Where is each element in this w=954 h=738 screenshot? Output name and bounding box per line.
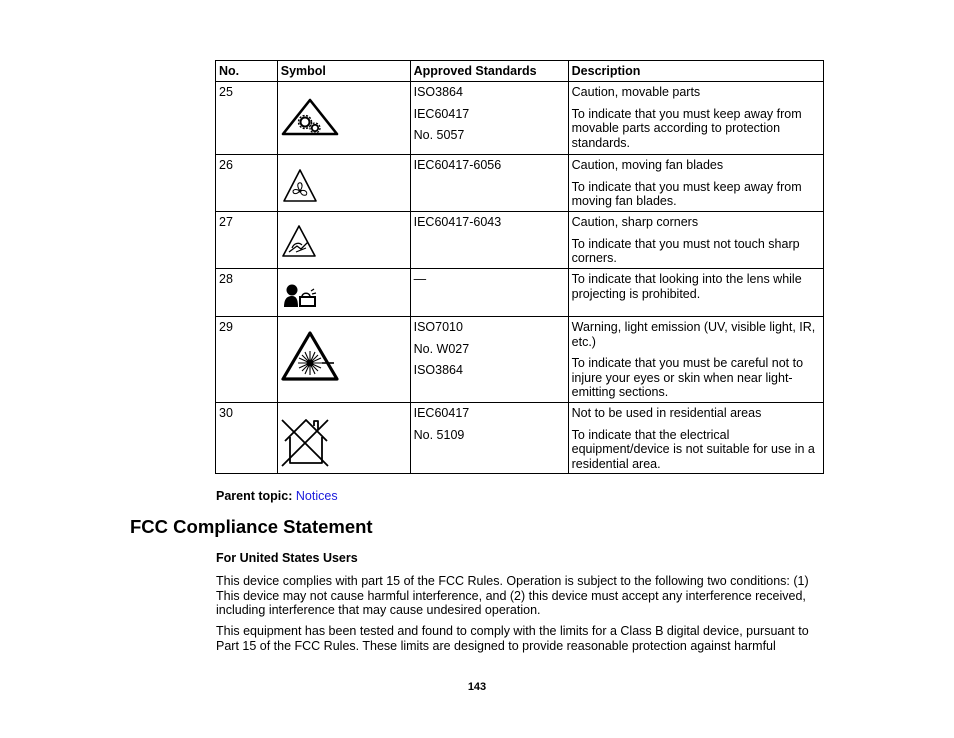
table-row — [216, 269, 824, 317]
standard-text: No. 5109 — [413, 427, 465, 442]
standard-text: IEC60417-6056 — [413, 158, 502, 172]
subsection-title: For United States Users — [216, 551, 358, 565]
table-row — [216, 212, 824, 269]
table-row — [216, 82, 824, 155]
standard-text: ISO3864 — [413, 363, 463, 377]
description-text: To indicate that you must keep away from moving fan blades. — [571, 179, 802, 208]
table-row — [216, 403, 824, 474]
table-row — [216, 155, 824, 212]
description-text: To indicate that the electrical equipment/device is not suitable for use in a residential area. — [571, 427, 815, 471]
description-title: Caution, movable parts — [571, 85, 701, 99]
standard-text: IEC60417-6043 — [413, 215, 502, 229]
table-row — [216, 317, 824, 403]
header-approved-standards: Approved Standards — [410, 61, 568, 82]
light-emission-warning-icon — [278, 317, 403, 399]
fan-blades-warning-icon — [278, 155, 403, 209]
no-looking-into-lens-icon — [278, 269, 403, 314]
standard-text: IEC60417 — [413, 106, 470, 121]
notices-link[interactable]: Notices — [295, 489, 338, 503]
symbols-table — [215, 60, 824, 474]
standard-text: ISO7010 — [413, 320, 463, 334]
description-text: To indicate that looking into the lens while projecting is prohibited. — [571, 272, 802, 301]
description-title: Caution, moving fan blades — [571, 158, 724, 172]
description-title: Not to be used in residential areas — [571, 406, 762, 420]
standard-text: IEC60417 — [413, 406, 470, 420]
row-number: 25 — [216, 82, 278, 155]
sharp-corners-warning-icon — [278, 212, 403, 266]
description-title: Warning, light emission (UV, visible light, IR, etc.) — [571, 320, 816, 349]
description-title: Caution, sharp corners — [571, 215, 699, 229]
page-number: 143 — [467, 681, 487, 693]
paragraph: This device complies with part 15 of the FCC Rules. Operation is subject to the following two conditions: (1) This device may not cause harmful interference, and (2) this device must accept any interference received, including interference that may cause undesired operation. — [216, 574, 809, 618]
header-no: No. — [216, 61, 278, 82]
movable-parts-warning-icon — [278, 82, 403, 152]
description-text: To indicate that you must keep away from movable parts according to protection standards. — [571, 106, 802, 150]
table-header-row — [216, 61, 824, 82]
description-text: To indicate that you must be careful not to injure your eyes or skin when near light-emitting sections. — [571, 356, 804, 399]
not-residential-icon — [278, 403, 403, 471]
standard-text: No. W027 — [413, 341, 470, 356]
standard-text: ISO3864 — [413, 85, 463, 99]
row-number: 27 — [216, 212, 278, 269]
standard-text: No. 5057 — [413, 128, 465, 142]
row-number: 29 — [216, 317, 278, 403]
standard-text: — — [413, 272, 427, 286]
paragraph: This equipment has been tested and found to comply with the limits for a Class B digital device, pursuant to Part 15 of the FCC Rules. These limits are designed to provide reasonable protection against harmful — [216, 624, 809, 653]
section-title: FCC Compliance Statement — [130, 516, 373, 537]
header-symbol: Symbol — [277, 61, 410, 82]
row-number: 28 — [216, 269, 278, 317]
header-description: Description — [568, 61, 823, 82]
parent-topic — [216, 489, 338, 503]
description-text: To indicate that you must not touch sharp corners. — [571, 236, 800, 265]
row-number: 26 — [216, 155, 278, 212]
parent-topic-label: Parent topic: — [216, 489, 293, 503]
row-number: 30 — [216, 403, 278, 474]
